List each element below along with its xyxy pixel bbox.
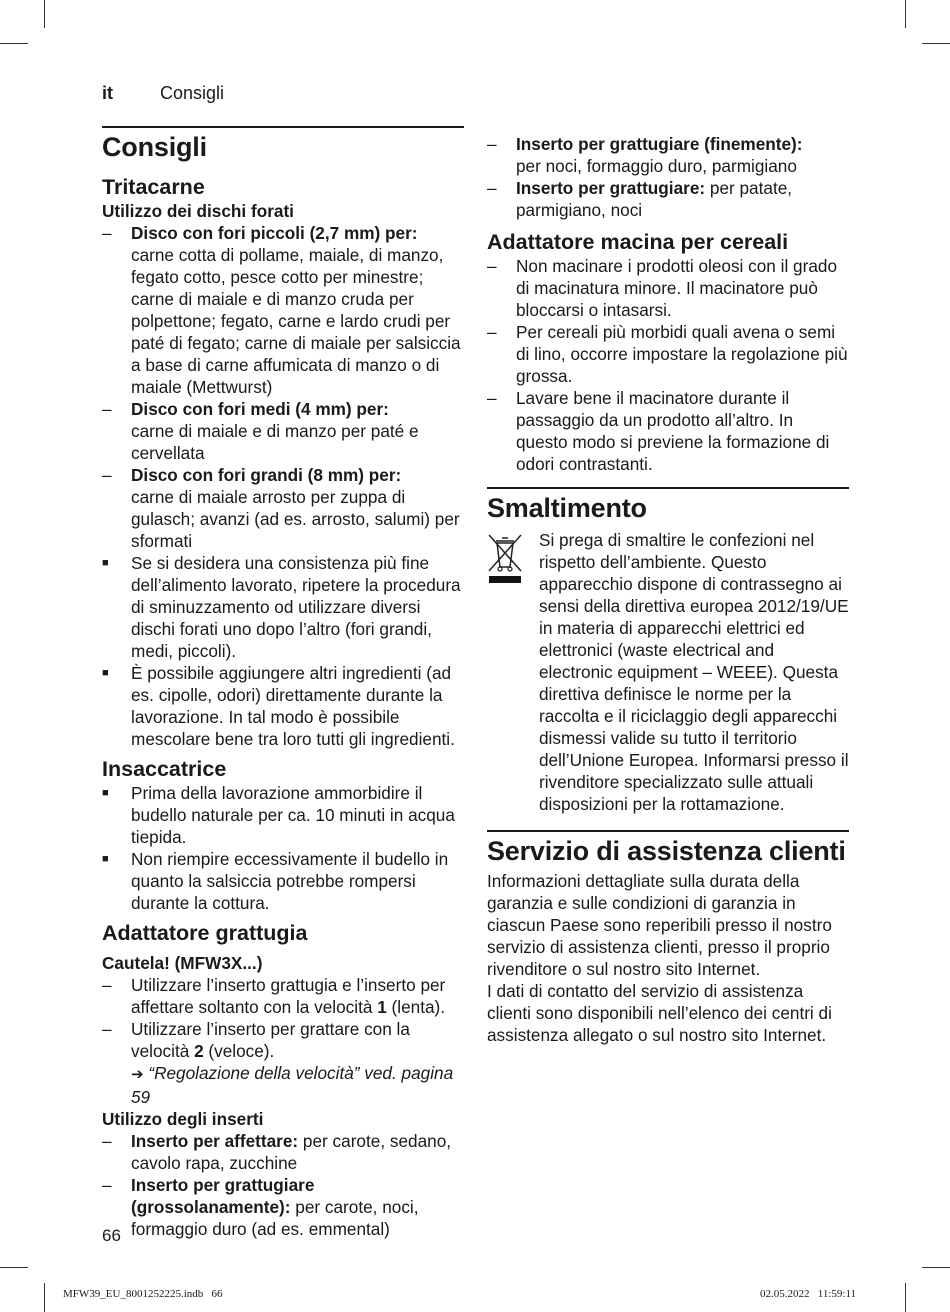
list-item: – Utilizzare l’inserto per grattare con la velocità 2 (veloce). ➔ “Regolazione della velocità” ved. pagina 59	[102, 1019, 454, 1107]
arrow-icon: ➔	[131, 1066, 144, 1083]
heading-cereali: Adattatore macina per cereali	[487, 230, 789, 254]
section-rule	[487, 487, 849, 489]
list-item: ■ Non riempire eccessivamente il budello in quanto la salsiccia potrebbe rompersi durante la cottura.	[102, 849, 449, 913]
item-text: carne cotta di pollame, maiale, di manzo, fegato cotto, pesce cotto per minestre; carne di maiale e di manzo cruda per polpettone; fegato, carne e lardo crudi per paté di fegato; carne di maiale per salsiccia a base di carne affumicata di manzo o di maiale (Mettwurst)	[131, 245, 461, 397]
item-text: È possibile aggiungere altri ingredienti (ad es. cipolle, odori) direttamente durante la lavorazione. In tal modo è possibile mescolare bene tra loro tutti gli ingredienti.	[131, 663, 455, 749]
cereali-list	[487, 255, 849, 475]
item-text: per carote, noci, formaggio duro (ad es. emmental)	[131, 1197, 419, 1239]
list-item: ■ Prima della lavorazione ammorbidire il budello naturale per ca. 10 minuti in acqua tiepida.	[102, 783, 455, 847]
crop-mark	[0, 1267, 28, 1268]
footer-file: MFW39_EU_8001252225.indb 66	[63, 1288, 223, 1300]
list-item: ■ Se si desidera una consistenza più fine dell’alimento lavorato, ripetere la procedura di sminuzzamento od utilizzare diversi dischi forati uno dopo l’altro (fori grandi, medi, piccoli).	[102, 553, 461, 661]
speed-value: 2	[194, 1041, 204, 1061]
item-label: Disco con fori medi (4 mm) per:	[131, 399, 389, 419]
item-text: Prima della lavorazione ammorbidire il budello naturale per ca. 10 minuti in acqua tiepida.	[131, 783, 455, 847]
heading-tritacarne: Tritacarne	[102, 175, 205, 199]
list-item: – Non macinare i prodotti oleosi con il grado di macinatura minore. Il macinatore può bloccarsi o intasarsi.	[487, 256, 838, 320]
speed-value: 1	[377, 997, 387, 1017]
heading-smaltimento: Smaltimento	[487, 493, 647, 523]
heading-insaccatrice: Insaccatrice	[102, 757, 227, 781]
inserts-list-cont	[487, 133, 849, 221]
crop-mark	[44, 0, 45, 28]
list-item: – Disco con fori grandi (8 mm) per: carne di maiale arrosto per zuppa di gulasch; avanzi (ad es. arrosto, salumi) per sformati	[102, 465, 460, 551]
heading-grattugia: Adattatore grattugia	[102, 921, 308, 945]
disposal-text: Si prega di smaltire le confezioni nel rispetto dell’ambiente. Questo apparecchio dispone di contrassegno ai sensi della direttiva europea 2012/19/UE in materia di apparecchi elettrici ed elettronici (waste electrical and electronic equipment – WEEE). Questa direttiva definisce le norme per la raccolta e il riciclaggio degli apparecchi dismessi valide su tutto il territorio dell’Unione Europea. Informarsi presso il rivenditore specializzato sulle attuali disposizioni per la rottamazione.	[539, 530, 849, 814]
item-text: carne di maiale e di manzo per paté e cervellata	[131, 421, 419, 463]
right-column	[487, 133, 849, 1046]
list-item: – Lavare bene il macinatore durante il passaggio da un prodotto all’altro. In questo modo si previene la formazione di odori contrastanti.	[487, 388, 830, 474]
header-section: Consigli	[160, 83, 225, 103]
subheading-inserti: Utilizzo degli inserti	[102, 1109, 264, 1129]
item-text: Non macinare i prodotti oleosi con il grado di macinatura minore. Il macinatore può bloccarsi o intasarsi.	[516, 256, 838, 320]
cross-reference[interactable]: “Regolazione della velocità” ved. pagina 59	[131, 1063, 454, 1107]
section-rule	[102, 126, 464, 128]
footer-date: 02.05.2022 11:59:11	[760, 1288, 857, 1300]
item-label: Inserto per grattugiare (finemente):	[516, 134, 803, 154]
list-item: – Utilizzare l’inserto grattugia e l’inserto per affettare soltanto con la velocità 1 (lenta).	[102, 975, 446, 1017]
weee-crossed-bin-icon	[487, 533, 523, 591]
running-header	[102, 83, 224, 104]
item-text: (lenta).	[386, 997, 446, 1017]
crop-mark	[922, 1267, 950, 1268]
language-code: it	[102, 83, 113, 103]
item-text: per carote, sedano, cavolo rapa, zucchine	[131, 1131, 452, 1173]
insaccatrice-list	[102, 782, 464, 914]
item-label: Disco con fori grandi (8 mm) per:	[131, 465, 402, 485]
list-item: – Disco con fori piccoli (2,7 mm) per: carne cotta di pollame, maiale, di manzo, fegato cotto, pesce cotto per minestre; carne di maiale e di manzo cruda per polpettone; fegato, carne e lardo crudi per paté di fegato; carne di maiale per salsiccia a base di carne affumicata di manzo o di maiale (Mettwurst)	[102, 223, 461, 397]
list-item: – Disco con fori medi (4 mm) per: carne di maiale e di manzo per paté e cervellata	[102, 399, 419, 463]
caution-label: Cautela! (MFW3X...)	[102, 953, 263, 973]
caution-list	[102, 974, 464, 1108]
page-title: Consigli	[102, 132, 207, 162]
item-text: Se si desidera una consistenza più fine dell’alimento lavorato, ripetere la procedura di sminuzzamento od utilizzare diversi dischi forati uno dopo l’altro (fori grandi, medi, piccoli).	[131, 553, 461, 661]
crop-mark	[905, 0, 906, 28]
item-text: Utilizzare l’inserto per grattare con la velocità	[131, 1019, 410, 1061]
item-text: Utilizzare l’inserto grattugia e l’inserto per affettare soltanto con la velocità	[131, 975, 446, 1017]
item-text: Non riempire eccessivamente il budello in quanto la salsiccia potrebbe rompersi durante la cottura.	[131, 849, 449, 913]
service-paragraph: Informazioni dettagliate sulla durata della garanzia e sulle condizioni di garanzia in ciascun Paese sono reperibili presso il nostro servizio di assistenza clienti, presso il proprio rivenditore o sul nostro sito Internet.	[487, 871, 832, 979]
item-label: Inserto per affettare:	[131, 1131, 299, 1151]
item-text: carne di maiale arrosto per zuppa di gulasch; avanzi (ad es. arrosto, salumi) per sformati	[131, 487, 460, 551]
list-item: – Inserto per affettare: per carote, sedano, cavolo rapa, zucchine	[102, 1131, 452, 1173]
list-item: – Per cereali più morbidi quali avena o semi di lino, occorre impostare la regolazione più grossa.	[487, 322, 848, 386]
item-text: per noci, formaggio duro, parmigiano	[516, 156, 797, 176]
page-number: 66	[102, 1226, 121, 1245]
item-text: Per cereali più morbidi quali avena o semi di lino, occorre impostare la regolazione più grossa.	[516, 322, 848, 386]
list-item: – Inserto per grattugiare (finemente): per noci, formaggio duro, parmigiano	[487, 134, 803, 176]
subheading-dischi: Utilizzo dei dischi forati	[102, 201, 294, 221]
heading-servizio: Servizio di assistenza clienti	[487, 836, 846, 866]
section-rule	[487, 830, 849, 832]
crop-mark	[922, 43, 950, 44]
left-column	[102, 126, 464, 1240]
disc-list	[102, 222, 464, 750]
service-paragraph: I dati di contatto del servizio di assistenza clienti sono disponibili nell’elenco dei centri di assistenza allegato o sul nostro sito Internet.	[487, 981, 832, 1045]
list-item: – Inserto per grattugiare (grossolanamente): per carote, noci, formaggio duro (ad es. emmental)	[102, 1175, 419, 1239]
inserts-list	[102, 1130, 464, 1240]
item-label: Disco con fori piccoli (2,7 mm) per:	[131, 223, 418, 243]
list-item: – Inserto per grattugiare: per patate, parmigiano, noci	[487, 178, 793, 220]
disposal-block	[487, 529, 849, 815]
crop-mark	[0, 43, 28, 44]
list-item: ■ È possibile aggiungere altri ingredienti (ad es. cipolle, odori) direttamente durante la lavorazione. In tal modo è possibile mescolare bene tra loro tutti gli ingredienti.	[102, 663, 455, 749]
item-label: Inserto per grattugiare (grossolanamente):	[131, 1175, 315, 1217]
item-text: per patate, parmigiano, noci	[516, 178, 793, 220]
crop-mark	[44, 1283, 45, 1312]
item-text: Lavare bene il macinatore durante il passaggio da un prodotto all’altro. In questo modo si previene la formazione di odori contrastanti.	[516, 388, 830, 474]
crop-mark	[905, 1283, 906, 1312]
item-text: (veloce).	[203, 1041, 275, 1061]
item-label: Inserto per grattugiare:	[516, 178, 706, 198]
